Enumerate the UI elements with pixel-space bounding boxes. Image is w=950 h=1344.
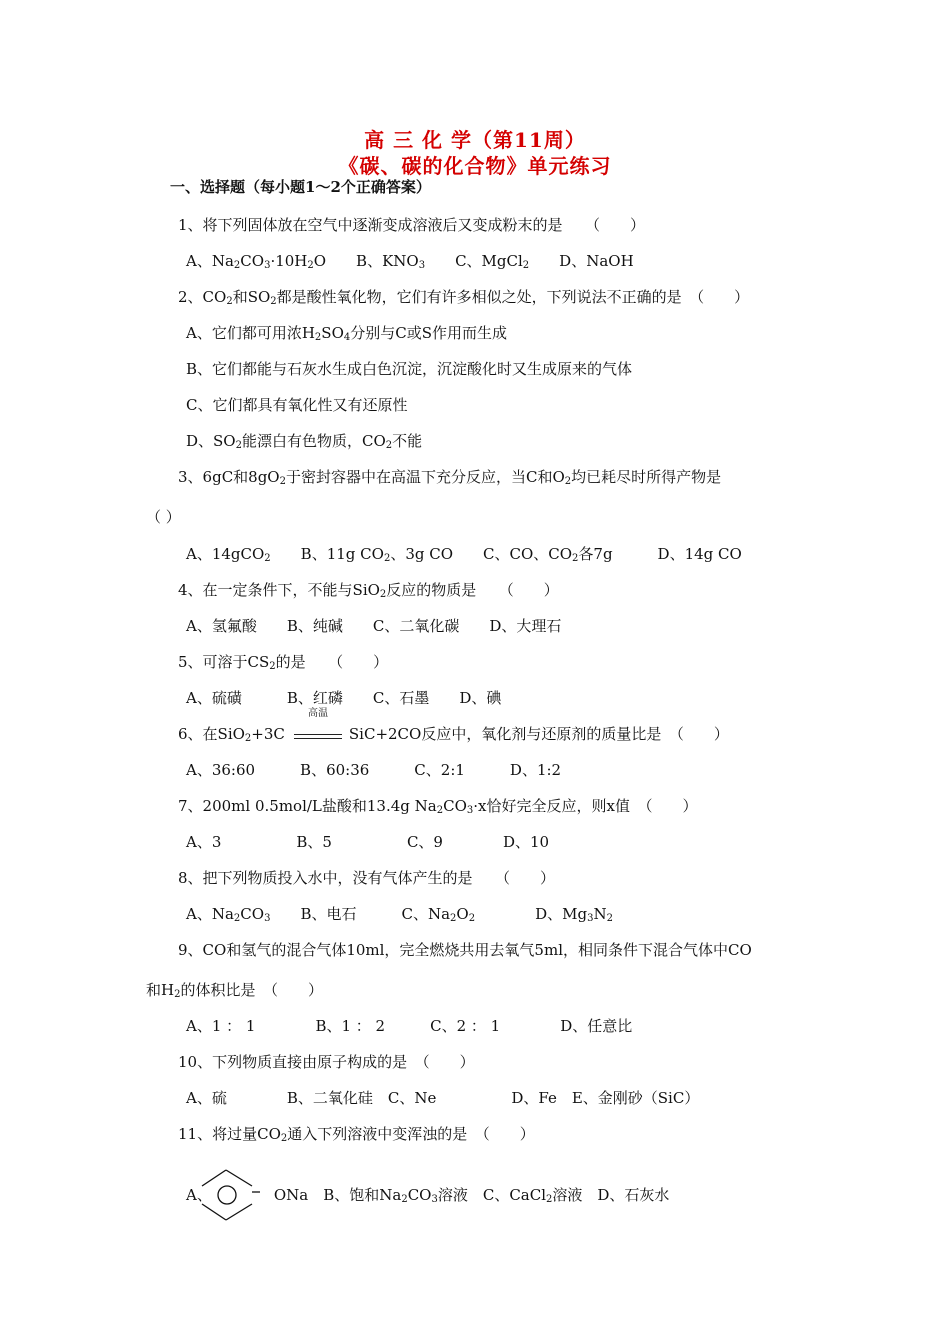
question-8-options: A、$Na_2CO_3$ B、电石 C、$Na_2O_2$ D、$Mg_3N_2$ [186, 905, 613, 924]
question-3-paren: （ ） [146, 508, 181, 526]
question-8: 8、把下列物质投入水中，没有气体产生的是 （ ） [178, 869, 556, 887]
question-1-options: A、$Na_2CO_3\cdot 10H_2O$ B、$KNO_3$ C、MgCl$_2$ D、NaOH [186, 252, 634, 271]
page-title: 高 三 化 学（第11周） [364, 128, 586, 152]
question-4: 4、在一定条件下，不能与SiO$_2$反应的物质是 （ ） [178, 581, 559, 600]
question-7-options: A、3 B、5 C、9 D、10 [186, 833, 550, 851]
question-2-option-a: A、它们都可用浓$H_2SO_4$分别与C或S作用而生成 [186, 324, 508, 343]
question-11-options: A、 ONa B、饱和$Na_2CO_3$溶液 C、CaCl$_2$溶液 D、石灰水 [186, 1186, 670, 1205]
question-6-options: A、36:60 B、60:36 C、2:1 D、1:2 [186, 761, 562, 779]
question-9-options: A、1 ： 1 B、1 ： 2 C、2 ： 1 D、任意比 [186, 1017, 633, 1035]
equals-sign-bottom [294, 738, 342, 739]
question-2-option-c: C、它们都具有氧化性又有还原性 [186, 396, 408, 414]
question-10-options: A、硫 B、二氧化硅 C、Ne D、Fe E、金刚砂（SiC） [186, 1089, 700, 1107]
question-7: 7、200ml 0.5mol/L盐酸和13.4g $Na_2CO_3\cdot x$恰好完全反应，则x值 （ ） [178, 797, 698, 816]
question-9-continued: 和$H_2$的体积比是 （ ） [146, 981, 323, 1000]
question-3: 3、6gC和$8gO_2$于密封容器中在高温下充分反应，当C和$O_2$均已耗尽时所得产物是 [178, 468, 722, 487]
page-subtitle: 《碳、碳的化合物》单元练习 [338, 154, 612, 178]
question-4-options: A、氢氟酸 B、纯碱 C、二氧化碳 D、大理石 [186, 617, 562, 635]
question-1: 1、将下列固体放在空气中逐渐变成溶液后又变成粉末的是 （ ） [178, 216, 646, 234]
section-heading: 一、选择题（每小题1～2个正确答案） [170, 178, 431, 196]
benzene-ring-icon [196, 1166, 260, 1224]
question-9: 9、CO和氢气的混合气体10ml，完全燃烧共用去氧气5ml，相同条件下混合气体中CO [178, 941, 752, 959]
question-3-options: A、14gCO$_2$ B、11g $CO_2$、3g CO C、CO、$CO_2$各7g D、14g CO [186, 545, 742, 564]
reaction-condition-label: 高温 [308, 708, 328, 719]
question-5-options: A、硫磺 B、红磷 C、石墨 D、碘 [186, 689, 502, 707]
question-11: 11、将过量$CO_2$通入下列溶液中变浑浊的是 （ ） [178, 1125, 535, 1144]
question-2: 2、$CO_2$和$SO_2$都是酸性氧化物，它们有许多相似之处，下列说法不正确的是 （ ） [178, 288, 750, 307]
question-5: 5、可溶于$CS_2$的是 （ ） [178, 653, 389, 672]
question-6: 6、在SiO$_2$+3C SiC+2CO反应中，氧化剂与还原剂的质量比是 （ ） [178, 725, 729, 744]
question-2-option-b: B、它们都能与石灰水生成白色沉淀，沉淀酸化时又生成原来的气体 [186, 360, 633, 378]
equals-sign-top [294, 734, 342, 735]
question-2-option-d: D、$SO_2$能漂白有色物质，$CO_2$不能 [186, 432, 423, 451]
question-10: 10、下列物质直接由原子构成的是 （ ） [178, 1053, 475, 1071]
